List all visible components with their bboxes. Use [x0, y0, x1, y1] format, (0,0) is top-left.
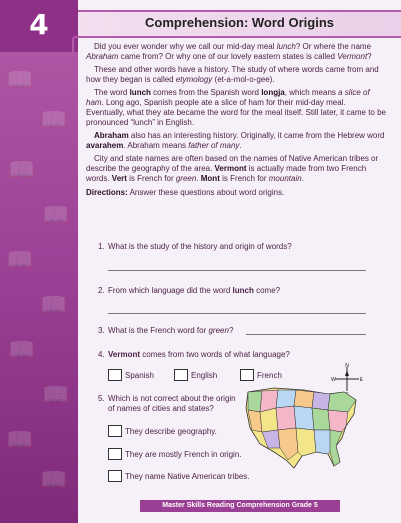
answer-line-2[interactable]	[108, 313, 366, 314]
book-icon: 📖	[6, 248, 34, 273]
page-title: Comprehension: Word Origins	[145, 15, 334, 30]
answer-line-1[interactable]	[108, 270, 366, 271]
compass-north-label: N	[345, 363, 349, 369]
checkbox[interactable]	[108, 448, 122, 460]
book-icon: 📖	[8, 338, 36, 363]
checkbox[interactable]	[108, 425, 122, 437]
question-2: 2. From which language did the word lunch come?	[98, 286, 281, 295]
reading-passage	[86, 42, 386, 204]
paragraph-4: Abraham also has an interesting history. Originally, it came from the Hebrew word avarahem. Abraham means father of many.	[86, 131, 385, 150]
title-banner	[78, 10, 401, 38]
book-icon: 📖	[42, 203, 70, 228]
question-5-line-2: of names of cities and states?	[108, 404, 214, 413]
checkbox[interactable]	[240, 369, 254, 381]
question-4: 4. Vermont comes from two words of what language?	[98, 350, 290, 359]
decorative-sidebar	[0, 0, 78, 523]
question-3: 3. What is the French word for green?	[98, 326, 234, 335]
book-icon: 📖	[40, 293, 68, 318]
compass-west-label: W	[331, 377, 336, 383]
book-icon: 📖	[40, 468, 68, 493]
page-number-box	[0, 0, 78, 52]
option-english[interactable]: English	[174, 369, 217, 381]
checkbox[interactable]	[108, 369, 122, 381]
book-icon: 📖	[40, 108, 68, 133]
paragraph-2: These and other words have a history. The study of where words came from and how they began is called etymology (et-a-mol-o-gee).	[86, 65, 379, 84]
option-native-american[interactable]: They name Native American tribes.	[108, 470, 250, 482]
option-spanish[interactable]: Spanish	[108, 369, 154, 381]
us-map-icon	[244, 382, 362, 474]
book-icon: 📖	[42, 383, 70, 408]
page-number: 4	[29, 8, 49, 41]
footer-banner: Master Skills Reading Comprehension Grade 5	[140, 500, 340, 512]
question-5: 5. Which is not correct about the origin	[98, 394, 236, 403]
paragraph-1: Did you ever wonder why we call our mid-day meal lunch? Or where the name Abraham came from? Or why one of our lovely eastern states is called Vermont?	[86, 42, 372, 61]
book-icon: 📖	[6, 428, 34, 453]
answer-line-3[interactable]	[246, 334, 366, 335]
option-french[interactable]: French	[240, 369, 282, 381]
checkbox[interactable]	[174, 369, 188, 381]
question-1: 1. What is the study of the history and origin of words?	[98, 242, 292, 251]
compass-east-label: E	[359, 377, 363, 383]
checkbox[interactable]	[108, 470, 122, 482]
paragraph-5: City and state names are often based on the names of Native American tribes or describe the geography of the area. Vermont is actually made from two French words. Vert is French for green. Mont is French for mountain.	[86, 154, 379, 183]
book-icon: 📖	[8, 158, 36, 183]
option-geography[interactable]: They describe geography.	[108, 425, 217, 437]
paragraph-3: The word lunch comes from the Spanish word longja, which means a slice of ham. Long ago, Spanish people ate a slice of ham for their mid-day meal. Eventually, what they ate became the word for the meal itself. Still later, it came to be pronounced “lunch” in English.	[86, 88, 386, 127]
book-icon: 📖	[6, 68, 34, 93]
directions: Directions: Answer these questions about word origins.	[86, 188, 285, 197]
directions-label: Directions:	[86, 188, 128, 197]
option-french-origin[interactable]: They are mostly French in origin.	[108, 448, 242, 460]
